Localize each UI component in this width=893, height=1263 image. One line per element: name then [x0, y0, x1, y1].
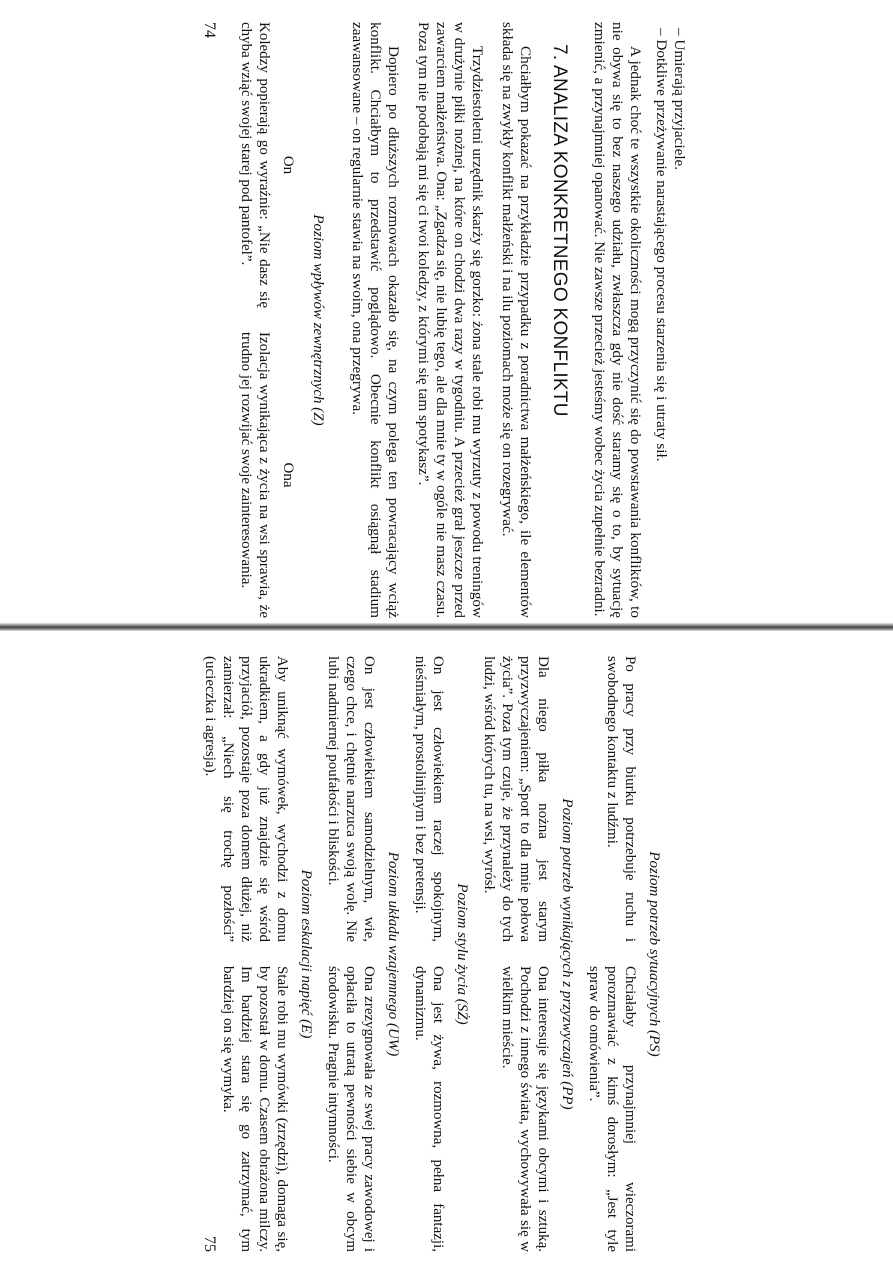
- column-text: On jest człowiekiem raczej spokojnym, nieśmiałym, prostolinijnym i bez pretensji.: [412, 656, 446, 942]
- comparison-row: [411, 656, 447, 1252]
- book-gutter: [0, 623, 893, 631]
- column-ona: [237, 332, 303, 618]
- column-text: Po pracy przy biurku potrzebuje ruchu i swobodnego kontaktu z ludźmi.: [604, 656, 638, 942]
- column-head-on: On: [280, 155, 296, 175]
- right-page: [200, 656, 688, 1252]
- paragraph: Trzydziestoletni urzędnik skarży się gorzko: żona stale robi mu wyrzuty z powodu treningów w drużynie piłki nożnej, na które on chodzi dwa razy w tygodniu. A przecież grał jeszcze przed zawarciem małżeństwa. Ona: „Zgadza się, nie lubię tego, ale dla mnie ty w ogóle nie masz czasu. Poza tym nie podobają mi się ci twoi koledzy, z którymi się tam spotykasz”.: [415, 22, 486, 618]
- column-text: Izolacja wynikająca z życia na wsi sprawia, że trudno jej rozwijać swoje zainteresowania.: [238, 332, 272, 618]
- section-heading: Poziom potrzeb sytuacyjnych (PS): [646, 851, 662, 1057]
- section-pp: [480, 656, 575, 1252]
- section-heading: Poziom potrzeb wynikających z przyzwyczajeń (PP): [559, 798, 575, 1110]
- page-number: 74: [201, 22, 218, 38]
- column-head-ona: Ona: [280, 462, 296, 488]
- paragraph: Dopiero po dłuższych rozmowach okazało się, na czym polega ten powracający wciąż konflikt. Chciałbym to przedstawić poglądowo. Obecnie konflikt osiągnął stadium zaawansowane – on regularnie stawia na swoim, ona przegrywa.: [349, 22, 402, 618]
- column-text: Koledzy popierają go wyraźnie: „Nie dasz się chyba wziąć swojej starej pod pantofel”.: [238, 22, 272, 308]
- bullet-item: – Umierają przyjaciele.: [671, 28, 688, 171]
- column-on: [237, 22, 303, 308]
- paragraph: A jednak choć te wszystkie okoliczności mogą przyczynić się do powstawania konfliktów, to nie obywa się to bez naszego udziału, zwłaszcza gdy nie dość staramy się o to, by sytuację zmienić, a przynajmniej opanować. Nie zawsze przecież jesteśmy wobec życia zupełnie bezradni.: [591, 22, 644, 618]
- section-uw: [324, 656, 401, 1252]
- comparison-row: [237, 22, 303, 618]
- comparison-row: [585, 656, 639, 1252]
- column-text: Aby uniknąć wymówek, wychodzi z domu ukradkiem, a gdy już znajdzie się wśród przyjaciół, pozostaje poza domem dłużej, niż zamierzał: „Niech się trochę pozłości” (ucieczka i agresja).: [202, 656, 290, 942]
- chapter-heading: 7. ANALIZA KONKRETNEGO KONFLIKTU: [549, 44, 570, 417]
- section-heading: Poziom wpływów zewnętrznych (Z): [310, 214, 326, 426]
- body-text: [590, 22, 644, 618]
- section-e: [201, 656, 314, 1252]
- column-text: Chciałaby przynajmniej wieczorami porozmawiać z kimś dorosłym: „Jest tyle spraw do omówienia”.: [586, 966, 638, 1252]
- paragraph: Chciałbym pokazać na przykładzie przypadku z poradnictwa małżeńskiego, ile elementów składa się na zwykły konflikt małżeński i na ilu poziomach może się on rozegrywać.: [499, 22, 534, 618]
- comparison-row: [324, 656, 378, 1252]
- bullet-list: [652, 22, 688, 618]
- column-text: Dla niego piłka nożna jest starym przyzwyczajeniem: „Sport to dla mnie połowa życia”. Poza tym czuje, że przynależy do tych ludzi, wśród których tu, na wsi, wyrósł.: [481, 656, 551, 942]
- left-page: [200, 22, 688, 618]
- column-text: On jest człowiekiem samodzielnym, wie, czego chce, i chętnie narzuca swoją wolę. Nie lubi nadmiernej poufałości i bliskości.: [325, 656, 377, 942]
- column-text: Ona interesuje się językami obcymi i sztuką. Pochodzi z innego świata, wychowywała się w wielkim mieście.: [499, 966, 551, 1252]
- comparison-row: [201, 656, 291, 1252]
- column-text: Ona jest żywa, rozmowna, pełna fantazji, dynamizmu.: [412, 966, 446, 1252]
- body-text: [348, 22, 534, 618]
- page-number: 75: [201, 1236, 218, 1252]
- column-text: Stale robi mu wymówki (zrzędzi), domaga się, by pozostał w domu. Czasem obrażona milczy. Im bardziej stara się go zatrzymać, tym bardziej on się wymyka.: [220, 966, 290, 1252]
- section-heading: Poziom stylu życia (SŻ): [454, 883, 470, 1025]
- section-sz: [411, 656, 470, 1252]
- column-text: Ona zrezygnowała ze swej pracy zawodowej i opłaciła to utratą pewności siebie w obcym środowisku. Pragnie intymności.: [325, 966, 377, 1252]
- section-ps: [585, 656, 662, 1252]
- bullet-item: – Dotkliwe przeżywanie narastającego procesu starzenia się i utraty sił.: [653, 28, 670, 462]
- comparison-row: [480, 656, 552, 1252]
- section-heading: Poziom układu wzajemnego (UW): [385, 851, 401, 1057]
- section-heading: Poziom eskalacji napięć (E): [298, 869, 314, 1039]
